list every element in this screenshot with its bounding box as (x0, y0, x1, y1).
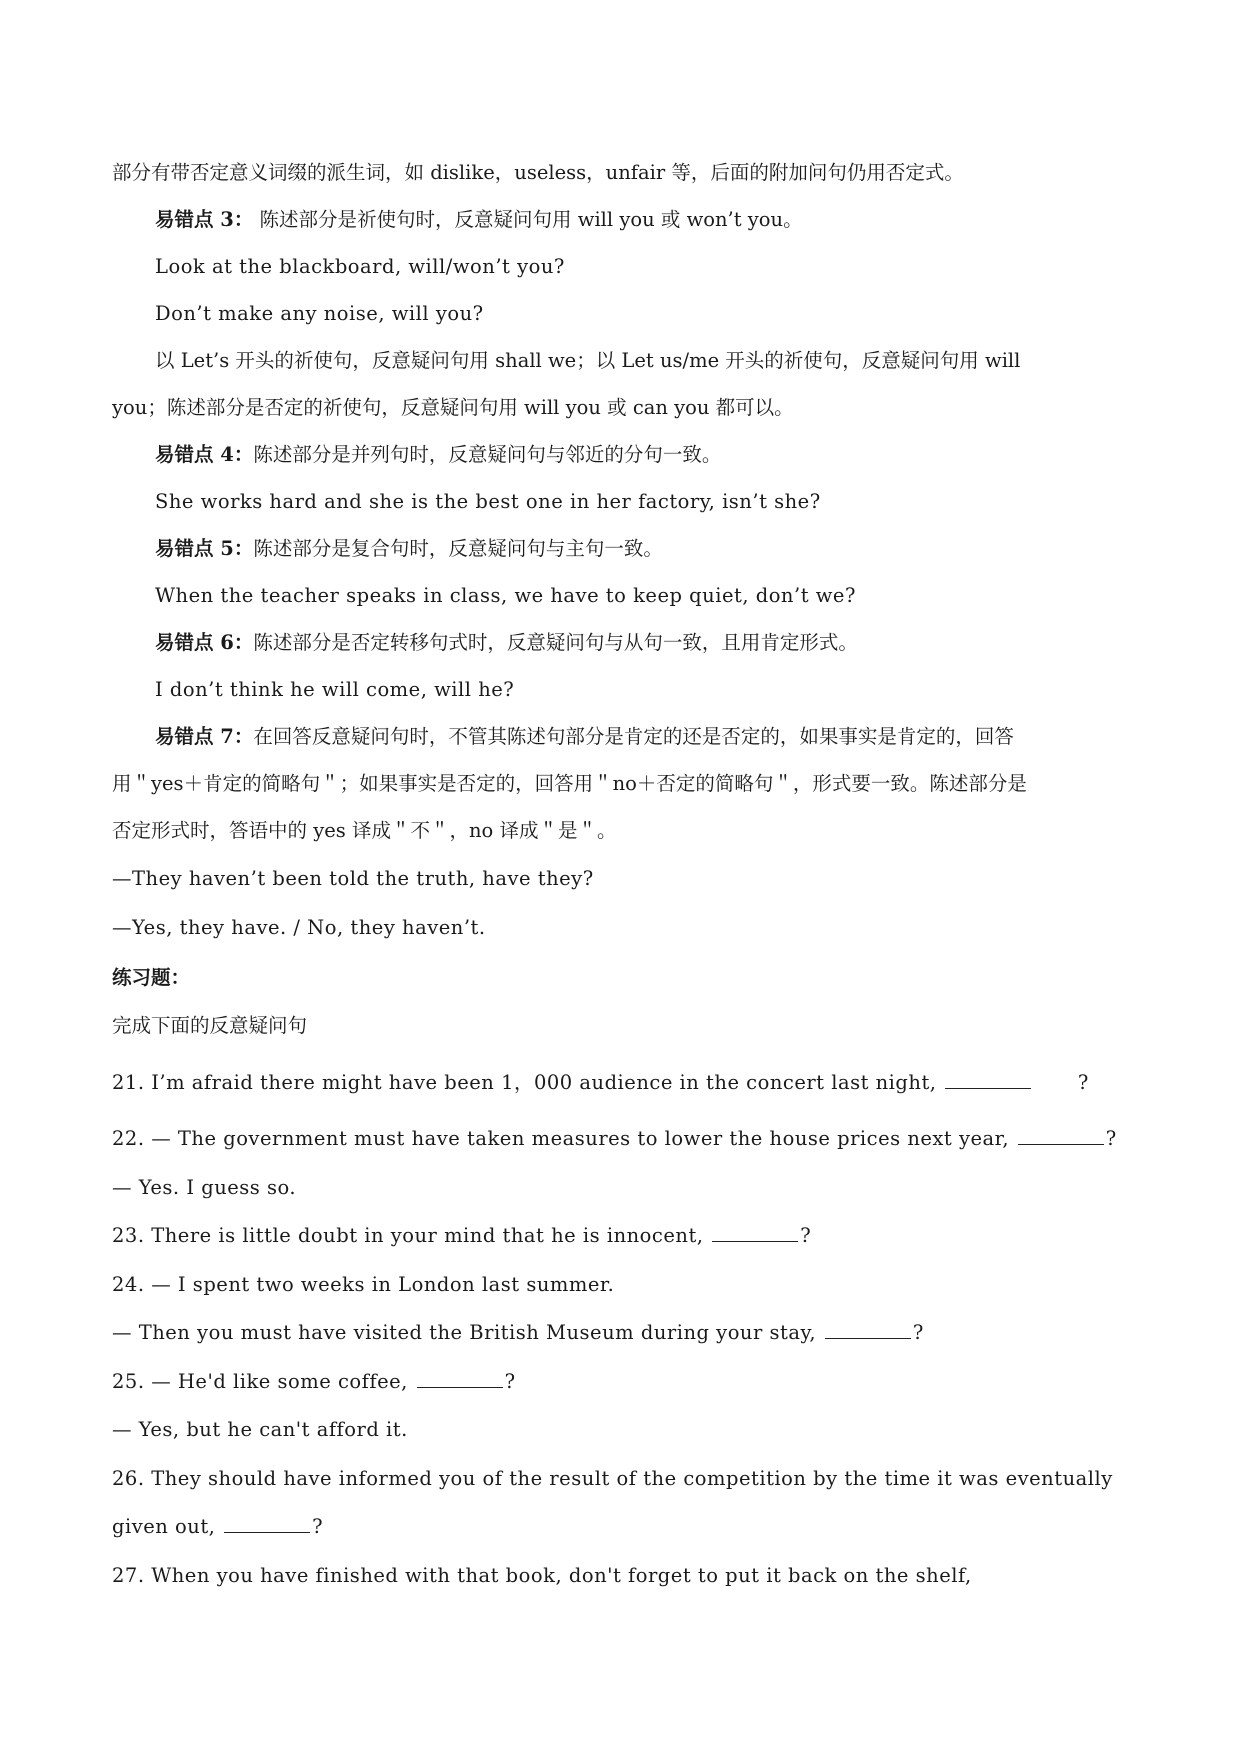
question-text: 22. — The government must have taken measures to lower the house prices next year, (112, 1127, 1010, 1150)
answer-blank[interactable] (945, 1070, 1031, 1089)
question-mark: ? (1077, 1071, 1089, 1094)
question-26b (112, 1512, 323, 1542)
text-line: 否定形式时，答语中的 yes 译成＂不＂，no 译成＂是＂。 (112, 819, 617, 842)
question-mark: ? (504, 1370, 516, 1393)
pitfall-text: 陈述部分是复合句时，反意疑问句与主句一致。 (253, 537, 663, 560)
question-mark: ? (912, 1321, 924, 1344)
question-24: 24. — I spent two weeks in London last summer. (112, 1273, 615, 1296)
answer-blank[interactable] (1018, 1126, 1104, 1145)
pitfall-label: 易错点 5： (155, 537, 254, 560)
text-line: 用＂yes＋肯定的简略句＂；如果事实是否定的，回答用＂no＋否定的简略句＂，形式要一致。陈述部分是 (112, 772, 1027, 795)
pitfall-text: 陈述部分是祈使句时，反意疑问句用 will you 或 won’t you。 (253, 208, 803, 231)
pitfall-text: 在回答反意疑问句时，不管其陈述句部分是肯定的还是否定的，如果事实是肯定的，回答 (253, 725, 1014, 748)
pitfall-text: 陈述部分是否定转移句式时，反意疑问句与从句一致，且用肯定形式。 (253, 631, 858, 654)
question-22 (112, 1124, 1117, 1154)
pitfall-label: 易错点 3： (155, 208, 254, 231)
pitfall-label: 易错点 6： (155, 631, 254, 654)
text-line: you；陈述部分是否定的祈使句，反意疑问句用 will you 或 can you 都可以。 (112, 396, 794, 419)
pitfall-label: 易错点 4： (155, 443, 254, 466)
question-23 (112, 1221, 811, 1251)
question-mark: ? (312, 1515, 324, 1538)
question-mark: ? (800, 1224, 812, 1247)
question-text: 25. — He'd like some coffee, (112, 1370, 408, 1393)
pitfall-4 (155, 440, 721, 470)
pitfall-3 (155, 205, 803, 235)
example-line: I don’t think he will come, will he? (155, 678, 515, 701)
exercise-subtitle: 完成下面的反意疑问句 (112, 1014, 308, 1037)
text-line: 部分有带否定意义词缀的派生词，如 dislike，useless，unfair 等，后面的附加问句仍用否定式。 (112, 161, 964, 184)
example-line: She works hard and she is the best one in her factory, isn’t she? (155, 490, 821, 513)
question-27: 27. When you have finished with that book, don't forget to put it back on the shelf, (112, 1564, 972, 1587)
pitfall-6 (155, 628, 858, 658)
question-text: — Then you must have visited the British Museum during your stay, (112, 1321, 817, 1344)
pitfall-label: 易错点 7： (155, 725, 254, 748)
answer-blank[interactable] (825, 1320, 911, 1339)
example-line: —They haven’t been told the truth, have they? (112, 867, 594, 890)
question-mark: ? (1105, 1127, 1117, 1150)
example-line: When the teacher speaks in class, we have to keep quiet, don’t we? (155, 584, 856, 607)
answer-blank[interactable] (417, 1369, 503, 1388)
answer-line: — Yes, but he can't afford it. (112, 1418, 408, 1441)
question-text: given out, (112, 1515, 216, 1538)
question-25 (112, 1367, 516, 1397)
question-21 (112, 1068, 1089, 1098)
question-text: 23. There is little doubt in your mind that he is innocent, (112, 1224, 704, 1247)
example-line: Don’t make any noise, will you? (155, 302, 484, 325)
question-text: 21. I’m afraid there might have been 1，000 audience in the concert last night, (112, 1071, 937, 1094)
pitfall-text: 陈述部分是并列句时，反意疑问句与邻近的分句一致。 (253, 443, 722, 466)
answer-line: — Yes. I guess so. (112, 1176, 297, 1199)
example-line: —Yes, they have. / No, they haven’t. (112, 916, 486, 939)
question-24b (112, 1318, 924, 1348)
exercise-title: 练习题： (112, 966, 191, 989)
example-line: Look at the blackboard, will/won’t you? (155, 255, 565, 278)
question-26: 26. They should have informed you of the result of the competition by the time it was eventually (112, 1467, 1113, 1490)
text-line: 以 Let’s 开头的祈使句，反意疑问句用 shall we；以 Let us/me 开头的祈使句，反意疑问句用 will (155, 349, 1021, 372)
answer-blank[interactable] (224, 1514, 310, 1533)
answer-blank[interactable] (712, 1223, 798, 1242)
pitfall-5 (155, 534, 663, 564)
pitfall-7 (155, 722, 1014, 752)
